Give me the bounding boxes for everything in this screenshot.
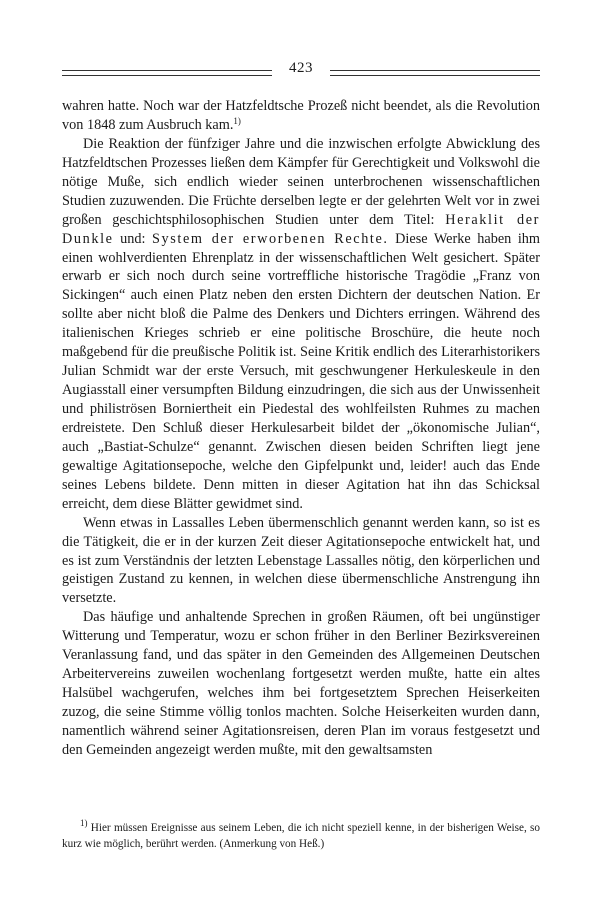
spaced-title: Heraklit der Dunkle [62, 211, 540, 247]
paragraph-text: und: [113, 230, 152, 247]
page-header [62, 60, 540, 84]
footnote [62, 820, 540, 852]
paragraph [62, 514, 540, 609]
paragraph-text: Die Reaktion der fünfziger Jahre und die inzwischen erfolgte Abwicklung des Hatzfeldtschen Prozesses ließen dem Kämpfer für Gerechtigkeit und Volkswohl die nötige Muße, sich endlich wieder seinen unterbrochenen wissenschaftlichen Studien zuzuwenden. Die Früchte derselben legte er der gelehrten Welt vor in zwei großen geschichtsphilosophischen Studien unter dem Titel: [62, 135, 540, 228]
paragraph [62, 135, 540, 514]
body-text [62, 97, 540, 760]
page-number: 423 [289, 60, 313, 76]
paragraph-text: Diese Werke haben ihm einen wohlverdienten Ehrenplatz in der wissenschaftlichen Welt gesichert. Später erwarb er sich noch durch seine vortreffliche historische Tragödie „Franz von Sickingen“ auch einen Platz neben den ersten Dichtern der deutschen Nation. Er sollte aber nicht bloß die Palme des Denkers und Dichters erringen. Während des italienischen Krieges schrieb er eine politische Broschüre, die heute noch maßgebend für die preußische Politik ist. Seine Kritik endlich des Literarhistorikers Julian Schmidt war der erste Versuch, mit geschwungener Herkuleskeule in den Augiasstall einer versumpften Bildung einzudringen, die sich aus der Unwissenheit und philiströsen Borniertheit ein Piedestal des wohlfeilsten Ruhmes zu machen erdreistete. Den Schluß dieser Herkulesarbeit bildet der „ökonomische Julian“, auch „Bastiat-Schulze“ genannt. Zwischen diesen beiden Schriften liegt jene gewaltige Agitationsepoche, welche den Gipfelpunkt und, leider! auch das Ende seines Lebens bildete. Denn mitten in dieser Agitation hat ihn das Schicksal erreicht, dem diese Blätter gewidmet sind. [62, 230, 540, 512]
paragraph [62, 97, 540, 135]
spaced-title: System der erworbenen Rechte. [152, 230, 389, 247]
paragraph-text: wahren hatte. Noch war der Hatzfeldtsche Prozeß nicht beendet, als die Revolution von 1848 zum Ausbruch kam. [62, 98, 540, 133]
footnote-marker: 1) [80, 818, 88, 828]
paragraph-text: Wenn etwas in Lassalles Leben übermenschlich genannt werden kann, so ist es die Tätigkeit, die er in der kurzen Zeit dieser Agitationsepoche entwickelt hat, und es ist zum Verständnis der letzten Lebenstage Lassalles nötig, den körperlichen und geistigen Zustand zu kennen, in welchen diese übermenschliche Anstrengung ihn versetzte. [62, 514, 540, 607]
footnote-text: Hier müssen Ereignisse aus seinem Leben, die ich nicht speziell kenne, in der bisherigen Weise, so kurz wie möglich, berührt werden. (Anmerkung von Heß.) [62, 822, 540, 850]
footnote-reference: 1) [233, 115, 241, 126]
paragraph [62, 608, 540, 760]
paragraph-text: Das häufige und anhaltende Sprechen in großen Räumen, oft bei ungünstiger Witterung und Temperatur, wozu er schon früher in den Berliner Bezirksvereinen Veranlassung fand, und das später in den Gemeinden des Allgemeinen Deutschen Arbeitervereins zuweilen wochenlang fortgesetzt werden mußte, hatte ein altes Halsübel wachgerufen, welches ihm bei fortgesetztem Sprechen Heiserkeiten zuzog, die seine Stimme völlig tonlos machten. Solche Heiserkeiten wurden dann, namentlich während seiner Agitationsreisen, deren Plan im voraus festgesetzt und den Gemeinden angezeigt werden mußte, mit den gewaltsamsten [62, 609, 540, 758]
header-rule-right [330, 70, 540, 76]
